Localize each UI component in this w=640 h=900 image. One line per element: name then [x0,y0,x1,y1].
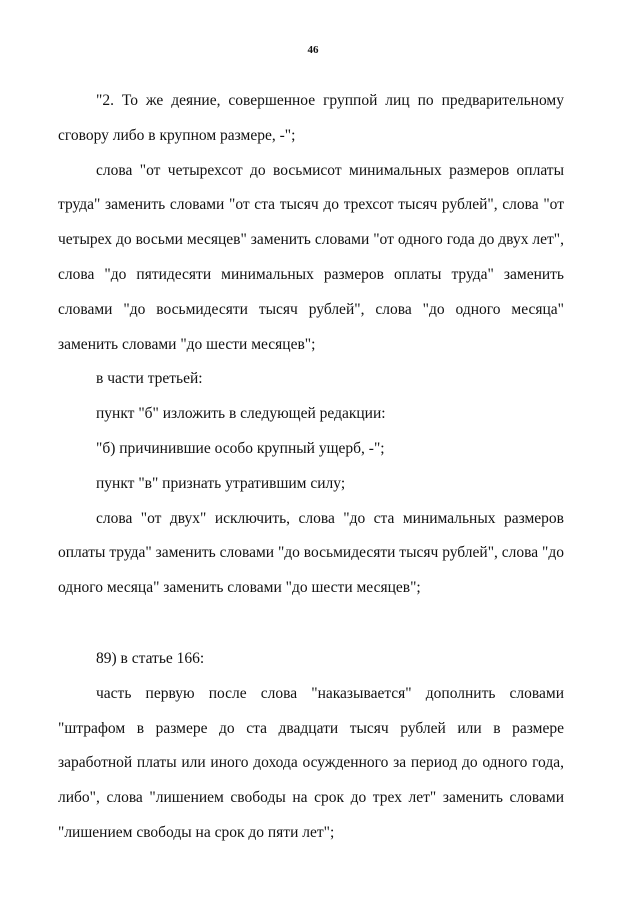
paragraph-replace-words: слова "от четырехсот до восьмисот минимальных размеров оплаты труда" заменить словами "от ста тысяч до трехсот тысяч рублей", слова "от четырех до восьми месяцев" заменить словами "от одного года до двух лет", слова "до пятидесяти минимальных размеров оплаты труда" заменить словами "до восьмидесяти тысяч рублей", слова "до одного месяца" заменить словами "до шести месяцев"; [58,161,564,353]
paragraph-point-b-text: "б) причинившие особо крупный ущерб, -"; [96,439,385,457]
paragraph-exclude-words: слова "от двух" исключить, слова "до ста минимальных размеров оплаты труда" заменить словами "до восьмидесяти тысяч рублей", слова "до одного месяца" заменить словами "до шести месяцев"; [58,509,564,597]
paragraph-part-one: часть первую после слова "наказывается" дополнить словами "штрафом в размере до ста двадцати тысяч рублей или в размере заработной платы или иного дохода осужденного за период до одного года, либо", слова "лишением свободы на срок до трех лет" заменить словами "лишением свободы на срок до пяти лет"; [58,684,564,841]
paragraph-quoted-part-2: "2. То же деяние, совершенное группой лиц по предварительному сговору либо в крупном размере, -"; [58,92,564,144]
page-number: 46 [307,44,319,56]
paragraph-point-b: пункт "б" изложить в следующей редакции: [96,405,386,423]
paragraph-article-166: 89) в статье 166: [96,649,205,667]
document-body [58,84,564,851]
paragraph-part-three: в части третьей: [96,370,203,388]
paragraph-point-v: пункт "в" признать утратившим силу; [96,474,346,492]
